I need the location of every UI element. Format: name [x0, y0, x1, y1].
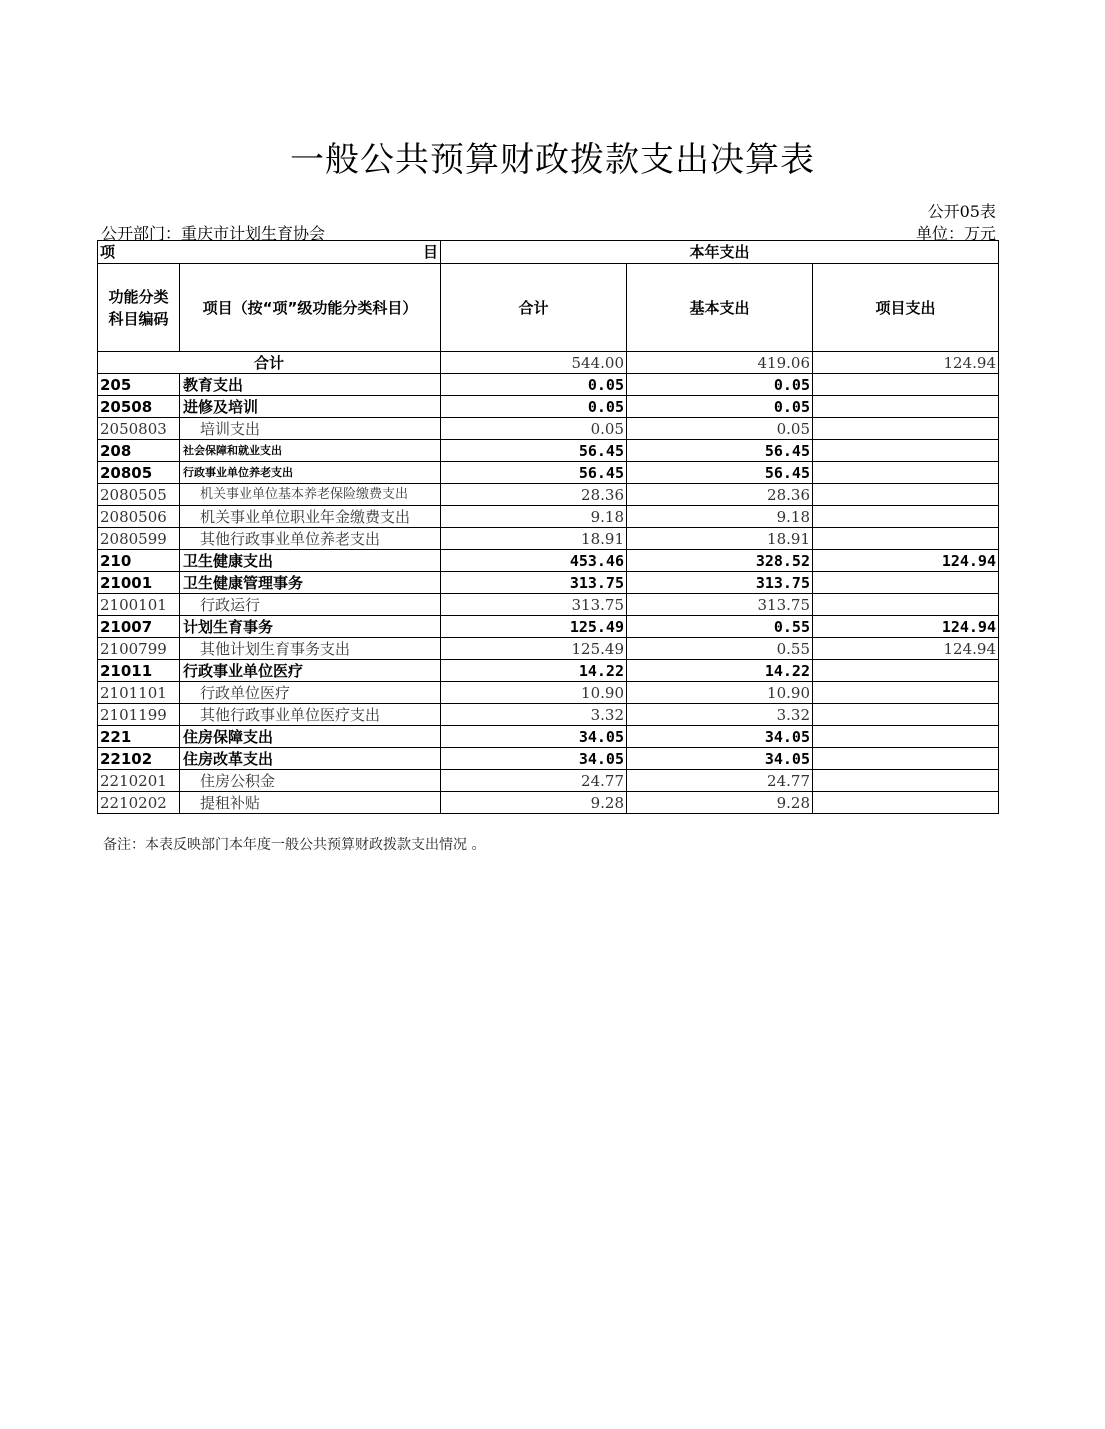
- row-name: 其他行政事业单位医疗支出: [180, 704, 441, 726]
- row-code: 2210201: [98, 770, 180, 792]
- basic-column-header: 基本支出: [627, 264, 813, 352]
- footnote: 备注：本表反映部门本年度一般公共预算财政拨款支出情况 。: [103, 837, 486, 853]
- row-project: [813, 770, 999, 792]
- header-row-1: [98, 241, 999, 264]
- page-title: 一般公共预算财政拨款支出决算表: [290, 140, 815, 180]
- total-row: [98, 352, 999, 374]
- row-project: [813, 726, 999, 748]
- row-name: 行政单位医疗: [180, 682, 441, 704]
- row-code: 2100101: [98, 594, 180, 616]
- unit-label: 单位：万元: [915, 224, 996, 243]
- row-total: 3.32: [441, 704, 627, 726]
- table-row: [98, 418, 999, 440]
- row-name: 社会保障和就业支出: [180, 440, 441, 462]
- row-name: 行政运行: [180, 594, 441, 616]
- table-row: [98, 462, 999, 484]
- row-name: 进修及培训: [180, 396, 441, 418]
- total-row-basic: 419.06: [627, 352, 813, 374]
- table-row: [98, 396, 999, 418]
- row-total: 56.45: [441, 440, 627, 462]
- total-row-label: 合计: [98, 352, 441, 374]
- table-row: [98, 528, 999, 550]
- row-code: 21001: [98, 572, 180, 594]
- row-total: 10.90: [441, 682, 627, 704]
- row-total: 125.49: [441, 616, 627, 638]
- row-total: 313.75: [441, 572, 627, 594]
- row-basic: 0.05: [627, 418, 813, 440]
- table-row: [98, 682, 999, 704]
- row-name: 住房保障支出: [180, 726, 441, 748]
- row-basic: 10.90: [627, 682, 813, 704]
- row-code: 2210202: [98, 792, 180, 814]
- row-name: 卫生健康支出: [180, 550, 441, 572]
- project-column-header: 项目支出: [813, 264, 999, 352]
- row-basic: 14.22: [627, 660, 813, 682]
- row-name: 提租补贴: [180, 792, 441, 814]
- table-row: [98, 572, 999, 594]
- row-basic: 3.32: [627, 704, 813, 726]
- row-code: 2101199: [98, 704, 180, 726]
- row-project: 124.94: [813, 616, 999, 638]
- item-header-left: 项: [100, 243, 116, 261]
- total-column-header: 合计: [441, 264, 627, 352]
- row-code: 22102: [98, 748, 180, 770]
- row-basic: 28.36: [627, 484, 813, 506]
- row-basic: 328.52: [627, 550, 813, 572]
- table-row: [98, 374, 999, 396]
- total-row-total: 544.00: [441, 352, 627, 374]
- table-row: [98, 440, 999, 462]
- row-code: 208: [98, 440, 180, 462]
- row-name: 教育支出: [180, 374, 441, 396]
- row-project: 124.94: [813, 638, 999, 660]
- row-total: 28.36: [441, 484, 627, 506]
- row-basic: 34.05: [627, 726, 813, 748]
- row-project: [813, 418, 999, 440]
- name-column-header: 项目（按“项”级功能分类科目）: [180, 264, 441, 352]
- row-basic: 9.28: [627, 792, 813, 814]
- row-basic: 0.55: [627, 638, 813, 660]
- table-row: [98, 770, 999, 792]
- row-name: 机关事业单位基本养老保险缴费支出: [180, 484, 441, 506]
- row-name: 行政事业单位养老支出: [180, 462, 441, 484]
- item-header-right: 目: [422, 243, 438, 261]
- row-code: 2101101: [98, 682, 180, 704]
- current-year-header: 本年支出: [441, 241, 999, 264]
- row-total: 125.49: [441, 638, 627, 660]
- row-total: 14.22: [441, 660, 627, 682]
- row-project: [813, 682, 999, 704]
- table-row: [98, 594, 999, 616]
- table-row: [98, 660, 999, 682]
- table-row: [98, 616, 999, 638]
- table-row: [98, 704, 999, 726]
- row-basic: 0.55: [627, 616, 813, 638]
- row-code: 205: [98, 374, 180, 396]
- row-basic: 18.91: [627, 528, 813, 550]
- row-name: 培训支出: [180, 418, 441, 440]
- row-total: 24.77: [441, 770, 627, 792]
- total-row-project: 124.94: [813, 352, 999, 374]
- table-row: [98, 550, 999, 572]
- row-code: 2050803: [98, 418, 180, 440]
- row-code: 21011: [98, 660, 180, 682]
- table-row: [98, 792, 999, 814]
- row-total: 18.91: [441, 528, 627, 550]
- row-basic: 0.05: [627, 374, 813, 396]
- row-code: 2080506: [98, 506, 180, 528]
- row-basic: 9.18: [627, 506, 813, 528]
- table-row: [98, 506, 999, 528]
- row-name: 机关事业单位职业年金缴费支出: [180, 506, 441, 528]
- row-project: [813, 528, 999, 550]
- row-total: 0.05: [441, 374, 627, 396]
- row-basic: 0.05: [627, 396, 813, 418]
- row-project: [813, 374, 999, 396]
- row-name: 住房公积金: [180, 770, 441, 792]
- item-header: [98, 241, 441, 264]
- header-row-2: [98, 264, 999, 352]
- row-name: 其他行政事业单位养老支出: [180, 528, 441, 550]
- row-project: [813, 572, 999, 594]
- row-name: 其他计划生育事务支出: [180, 638, 441, 660]
- row-total: 56.45: [441, 462, 627, 484]
- table-row: [98, 726, 999, 748]
- row-code: 2080599: [98, 528, 180, 550]
- row-code: 221: [98, 726, 180, 748]
- row-total: 34.05: [441, 748, 627, 770]
- row-code: 20508: [98, 396, 180, 418]
- table-row: [98, 484, 999, 506]
- row-total: 0.05: [441, 418, 627, 440]
- form-number: 公开05表: [927, 202, 996, 221]
- code-column-header: 功能分类科目编码: [98, 264, 180, 352]
- row-code: 210: [98, 550, 180, 572]
- row-project: [813, 484, 999, 506]
- row-basic: 56.45: [627, 462, 813, 484]
- row-basic: 313.75: [627, 594, 813, 616]
- row-code: 2100799: [98, 638, 180, 660]
- row-project: [813, 506, 999, 528]
- row-total: 313.75: [441, 594, 627, 616]
- row-project: [813, 704, 999, 726]
- row-name: 计划生育事务: [180, 616, 441, 638]
- row-project: [813, 396, 999, 418]
- row-project: [813, 660, 999, 682]
- row-total: 453.46: [441, 550, 627, 572]
- row-total: 9.18: [441, 506, 627, 528]
- row-project: [813, 462, 999, 484]
- row-code: 21007: [98, 616, 180, 638]
- row-basic: 34.05: [627, 748, 813, 770]
- row-basic: 313.75: [627, 572, 813, 594]
- row-project: 124.94: [813, 550, 999, 572]
- row-code: 2080505: [98, 484, 180, 506]
- row-project: [813, 748, 999, 770]
- budget-table: [97, 240, 999, 814]
- table-row: [98, 638, 999, 660]
- row-total: 0.05: [441, 396, 627, 418]
- table-row: [98, 748, 999, 770]
- row-name: 住房改革支出: [180, 748, 441, 770]
- row-total: 34.05: [441, 726, 627, 748]
- row-basic: 24.77: [627, 770, 813, 792]
- row-project: [813, 792, 999, 814]
- row-total: 9.28: [441, 792, 627, 814]
- row-name: 卫生健康管理事务: [180, 572, 441, 594]
- row-name: 行政事业单位医疗: [180, 660, 441, 682]
- row-code: 20805: [98, 462, 180, 484]
- department-label: 公开部门：重庆市计划生育协会: [101, 224, 326, 243]
- row-project: [813, 594, 999, 616]
- row-basic: 56.45: [627, 440, 813, 462]
- row-project: [813, 440, 999, 462]
